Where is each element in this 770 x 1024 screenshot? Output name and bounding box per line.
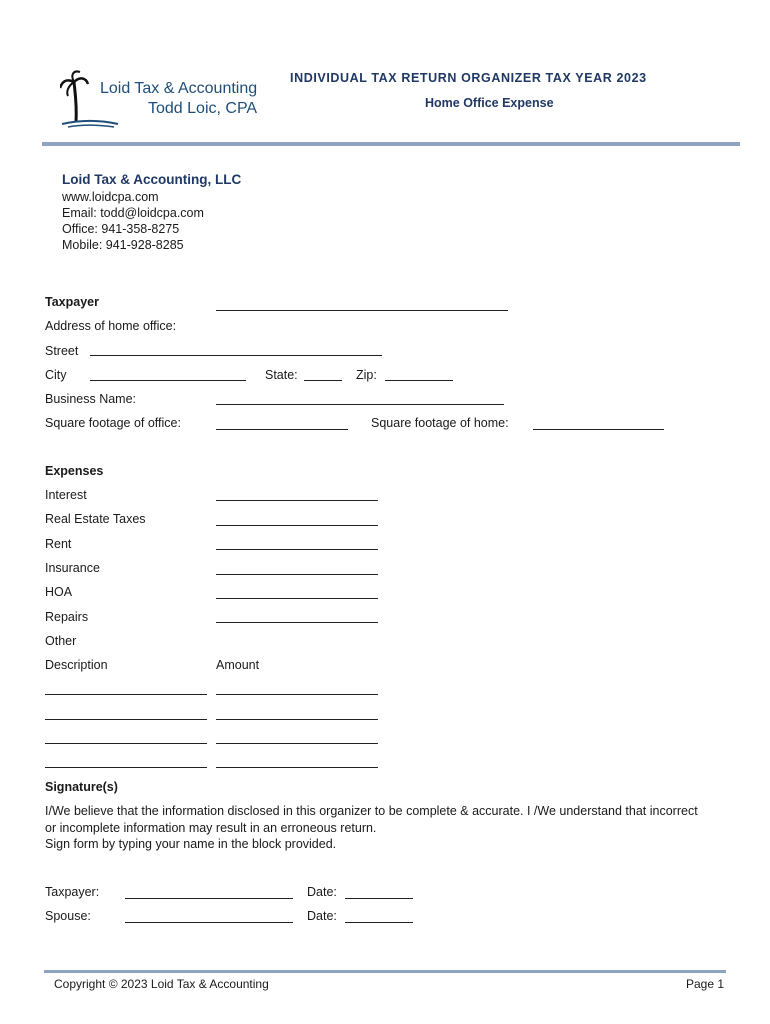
palm-tree-icon [60, 70, 120, 130]
expense-field-interest[interactable] [216, 500, 378, 501]
expense-field-real-estate-taxes[interactable] [216, 525, 378, 526]
taxpayer-signature-field[interactable] [125, 898, 293, 899]
zip-field[interactable] [385, 380, 453, 381]
signature-instruction: Sign form by typing your name in the block provided. [45, 837, 337, 851]
other-amount-field-1[interactable] [216, 694, 378, 695]
firm-mobile-phone: Mobile: 941-928-8285 [62, 238, 184, 252]
sqft-home-label: Square footage of home: [371, 416, 509, 430]
description-column-header: Description [45, 658, 108, 672]
spouse-signature-field[interactable] [125, 922, 293, 923]
expense-label-rent: Rent [45, 537, 72, 551]
firm-name: Loid Tax & Accounting, LLC [62, 172, 242, 187]
street-field[interactable] [90, 355, 382, 356]
expense-label-hoa: HOA [45, 585, 73, 599]
state-field[interactable] [304, 380, 342, 381]
amount-column-header: Amount [216, 658, 260, 672]
firm-website: www.loidcpa.com [62, 190, 159, 204]
expense-field-insurance[interactable] [216, 574, 378, 575]
expense-label-real-estate-taxes: Real Estate Taxes [45, 512, 146, 526]
signature-statement-line1: I/We believe that the information disclosed in this organizer to be complete & accurate. I /We understand that incorrect [45, 804, 698, 818]
other-description-field-4[interactable] [45, 767, 207, 768]
taxpayer-signature-label: Taxpayer: [45, 885, 100, 899]
expenses-heading: Expenses [45, 464, 104, 478]
other-description-field-1[interactable] [45, 694, 207, 695]
other-amount-field-3[interactable] [216, 743, 378, 744]
other-amount-field-4[interactable] [216, 767, 378, 768]
signature-statement-line2: or incomplete information may result in an erroneous return. [45, 821, 377, 835]
other-description-field-2[interactable] [45, 719, 207, 720]
taxpayer-date-field[interactable] [345, 898, 413, 899]
document-subtitle: Home Office Expense [425, 96, 554, 110]
taxpayer-heading: Taxpayer [45, 295, 99, 309]
sqft-home-field[interactable] [533, 429, 664, 430]
footer-copyright: Copyright © 2023 Loid Tax & Accounting [54, 977, 269, 991]
expense-label-interest: Interest [45, 488, 87, 502]
logo-text-firm: Loid Tax & Accounting [100, 80, 258, 97]
taxpayer-date-label: Date: [307, 885, 337, 899]
logo-text-cpa: Todd Loic, CPA [148, 100, 258, 117]
footer-page-number: Page 1 [686, 977, 725, 991]
expense-label-other: Other [45, 634, 77, 648]
firm-email: Email: todd@loidcpa.com [62, 206, 204, 220]
street-label: Street [45, 344, 79, 358]
city-label: City [45, 368, 67, 382]
expense-field-hoa[interactable] [216, 598, 378, 599]
address-label: Address of home office: [45, 319, 177, 333]
footer-divider [44, 970, 726, 973]
signature-heading: Signature(s) [45, 780, 118, 794]
other-amount-field-2[interactable] [216, 719, 378, 720]
expense-label-repairs: Repairs [45, 610, 89, 624]
city-field[interactable] [90, 380, 246, 381]
spouse-date-field[interactable] [345, 922, 413, 923]
expense-field-rent[interactable] [216, 549, 378, 550]
zip-label: Zip: [356, 368, 377, 382]
other-description-field-3[interactable] [45, 743, 207, 744]
state-label: State: [265, 368, 298, 382]
business-name-label: Business Name: [45, 392, 137, 406]
header-divider [42, 142, 740, 146]
sqft-office-field[interactable] [216, 429, 348, 430]
company-logo [60, 70, 260, 130]
expense-field-repairs[interactable] [216, 622, 378, 623]
expense-label-insurance: Insurance [45, 561, 100, 575]
spouse-date-label: Date: [307, 909, 337, 923]
document-title: INDIVIDUAL TAX RETURN ORGANIZER TAX YEAR 2023 [290, 71, 647, 85]
spouse-signature-label: Spouse: [45, 909, 91, 923]
sqft-office-label: Square footage of office: [45, 416, 181, 430]
business-name-field[interactable] [216, 404, 504, 405]
taxpayer-name-field[interactable] [216, 310, 508, 311]
firm-office-phone: Office: 941-358-8275 [62, 222, 180, 236]
